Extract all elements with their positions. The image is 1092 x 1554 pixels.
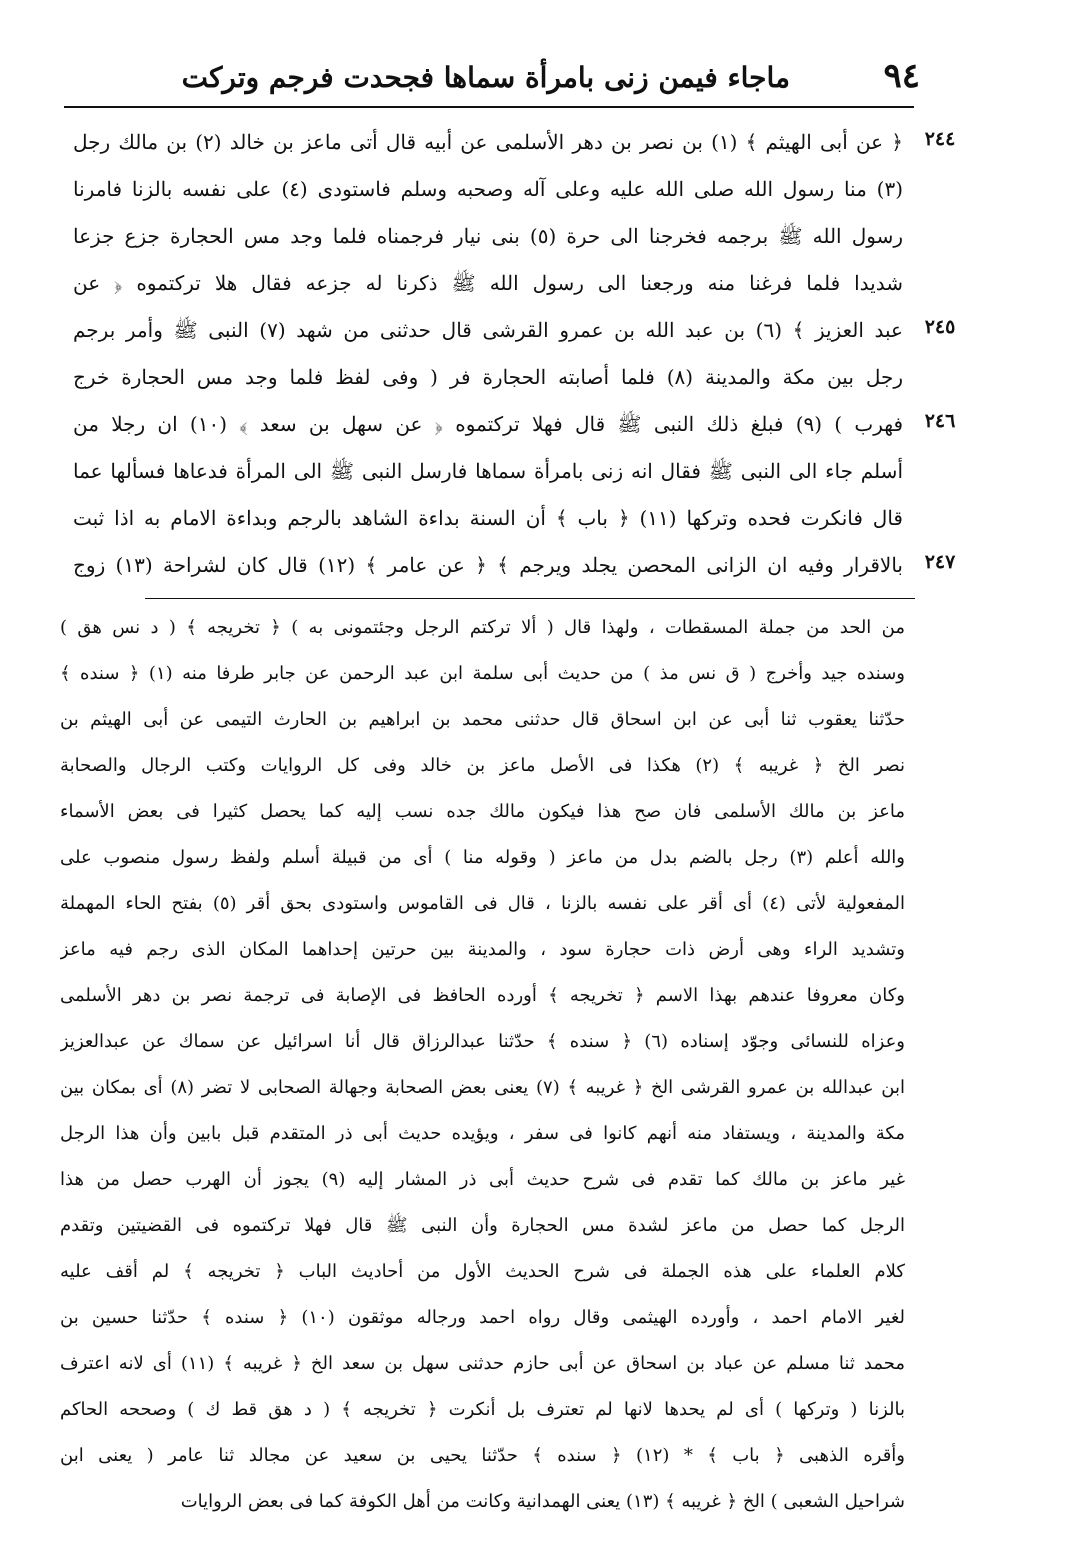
footnote-line: محمد ثنا مسلم عن عباد بن اسحاق عن أبى حازم حدثنى سهل بن سعد الخ ﴿ غريبه ﴾ (١١) أى لانه اعترف <box>60 1353 905 1374</box>
hadith-number: ٢٤٥ <box>924 316 956 338</box>
footnote-line: من الحد من جملة المسقطات ، ولهذا قال ( ألا تركتم الرجل وجئتمونى به ) ﴿ تخريجه ﴾ ( د نس هق ) <box>60 617 905 638</box>
line-text: شديدا فلما فرغنا منه ورجعنا الى رسول الله ﷺ ذكرنا له جزعه فقال هلا تركتموه ﴿ عن <box>73 271 903 295</box>
line-text: ﴿ عن أبى الهيثم ﴾ (١) بن نصر بن دهر الأسلمى عن أبيه قال أتى ماعز بن خالد (٢) بن مالك رجل <box>73 130 903 154</box>
header-rule <box>64 106 914 108</box>
footnote-line: وعزاه للنسائى وجوّد إسناده (٦) ﴿ سنده ﴾ حدّثنا عبدالرزاق قال أنا اسرائيل عن سماك عن عبدالعزيز <box>60 1031 905 1052</box>
footnote-line: شراحيل الشعبى ) الخ ﴿ غريبه ﴾ (١٣) يعنى الهمدانية وكانت من أهل الكوفة كما فى بعض الروايات <box>180 1491 905 1512</box>
footnote-line: وأقره الذهبى ﴿ باب ﴾ * (١٢) ﴿ سنده ﴾ حدّثنا يحيى بن سعيد عن مجالد ثنا عامر ( يعنى ابن <box>60 1445 905 1466</box>
footnote-line: وتشديد الراء وهى أرض ذات حجارة سود ، والمدينة بين حرتين إحداهما المكان الذى رجم فيه ماعز <box>60 939 905 960</box>
footnote-line: لغير الامام احمد ، وأورده الهيثمى وقال رواه احمد ورجاله موثقون (١٠) ﴿ سنده ﴾ حدّثنا حسين بن <box>60 1307 905 1328</box>
footnote-line: نصر الخ ﴿ غريبه ﴾ (٢) هكذا فى الأصل ماعز بن خالد وفى كل الروايات وكتب الرجال والصحابة <box>60 755 905 776</box>
line-text: عبد العزيز ﴾ (٦) بن عبد الله بن عمرو القرشى قال حدثنى من شهد (٧) النبى ﷺ وأمر برجم <box>73 318 903 342</box>
line-text: بالاقرار وفيه ان الزانى المحصن يجلد ويرجم ﴾ ﴿ عن عامر ﴾ (١٢) قال كان لشراحة (١٣) زوج <box>73 553 903 577</box>
line-text: رجل بين مكة والمدينة (٨) فلما أصابته الحجارة فر ( وفى لفظ فلما وجد مس الحجارة خرج <box>73 365 903 389</box>
footnote-rule <box>145 598 915 599</box>
line-text: رسول الله ﷺ برجمه فخرجنا الى حرة (٥) بنى نيار فرجمناه فلما وجد مس الحجارة جزع جزعا <box>73 224 903 248</box>
footnote-line: مكة والمدينة ، ويستفاد منه أنهم كانوا فى سفر ، ويؤيده حديث أبى ذر المتقدم قبل بابين وأن هذا الرجل <box>60 1123 905 1144</box>
footnote-line: غير ماعز بن مالك كما تقدم فى شرح حديث أبى ذر المشار إليه (٩) يجوز أن الهرب حصل من هذا <box>60 1169 905 1190</box>
text-line <box>60 310 965 354</box>
text-line <box>60 122 965 166</box>
text-line <box>60 404 965 448</box>
footnote-line: كلام العلماء على هذه الجملة فى شرح الحديث الأول من أحاديث الباب ﴿ تخريجه ﴾ لم أقف عليه <box>60 1261 905 1282</box>
footnote-line: ماعز بن مالك الأسلمى فان صح هذا فيكون مالك جده نسب إليه كما يحصل كثيرا فى بعض الأسماء <box>60 801 905 822</box>
footnote-line: المفعولية لأتى (٤) أى أقر على نفسه بالزنا ، قال فى القاموس واستودى بحق أقر (٥) بفتح الحاء المهملة <box>60 893 905 914</box>
line-text: (٣) منا رسول الله صلى الله عليه وعلى آله وصحبه وسلم فاستودى (٤) على نفسه بالزنا فامرنا <box>73 177 903 201</box>
line-text: أسلم جاء الى النبى ﷺ فقال انه زنى بامرأة سماها فارسل النبى ﷺ الى المرأة فدعاها فسألها عما <box>73 459 903 483</box>
text-line <box>60 451 965 495</box>
footnote-line: بالزنا ( وتركها ) أى لم يحدها لانها لم تعترف بل أنكرت ﴿ تخريجه ﴾ ( د هق قط ك ) وصححه الحاكم <box>60 1399 905 1420</box>
running-title: ماجاء فيمن زنى بامرأة سماها فجحدت فرجم وتركت <box>181 61 790 94</box>
footnote-line: وكان معروفا عندهم بهذا الاسم ﴿ تخريجه ﴾ أورده الحافظ فى الإصابة فى ترجمة نصر بن دهر الأسلمى <box>60 985 905 1006</box>
footnote-line: والله أعلم (٣) رجل بالضم بدل من ماعز ( وقوله منا ) أى من قبيلة أسلم ولفظ رسول منصوب على <box>60 847 905 868</box>
text-line <box>60 263 965 307</box>
page-header <box>70 52 960 98</box>
text-line <box>60 357 965 401</box>
text-line <box>60 498 965 542</box>
footnote-line: حدّثنا يعقوب ثنا أبى عن ابن اسحاق قال حدثنى محمد بن ابراهيم بن الحارث التيمى عن أبى الهيثم بن <box>60 709 905 730</box>
footnote-line: وسنده جيد وأخرج ( ق نس مذ ) من حديث أبى سلمة ابن عبد الرحمن عن جابر طرفا منه (١) ﴿ سنده ﴾ <box>60 663 905 684</box>
footnote-line: ابن عبدالله بن عمرو القرشى الخ ﴿ غريبه ﴾ (٧) يعنى بعض الصحابة وجهالة الصحابى لا تضر (٨) أى بمكان بين <box>60 1077 905 1098</box>
hadith-number: ٢٤٤ <box>924 128 956 150</box>
page-number: ٩٤ <box>883 56 920 96</box>
text-line <box>60 545 965 589</box>
line-text: فهرب ) (٩) فبلغ ذلك النبى ﷺ قال فهلا تركتموه ﴿ عن سهل بن سعد ﴾ (١٠) ان رجلا من <box>73 412 903 436</box>
footnote-line: الرجل كما حصل من ماعز لشدة مس الحجارة وأن النبى ﷺ قال فهلا تركتموه فى القضيتين وتقدم <box>60 1215 905 1236</box>
line-text: قال فانكرت فحده وتركها (١١) ﴿ باب ﴾ أن السنة بداءة الشاهد بالرجم وبداءة الامام به اذا ثبت <box>73 506 903 530</box>
hadith-number: ٢٤٧ <box>924 551 956 573</box>
text-line <box>60 169 965 213</box>
text-line <box>60 216 965 260</box>
hadith-number: ٢٤٦ <box>924 410 956 432</box>
